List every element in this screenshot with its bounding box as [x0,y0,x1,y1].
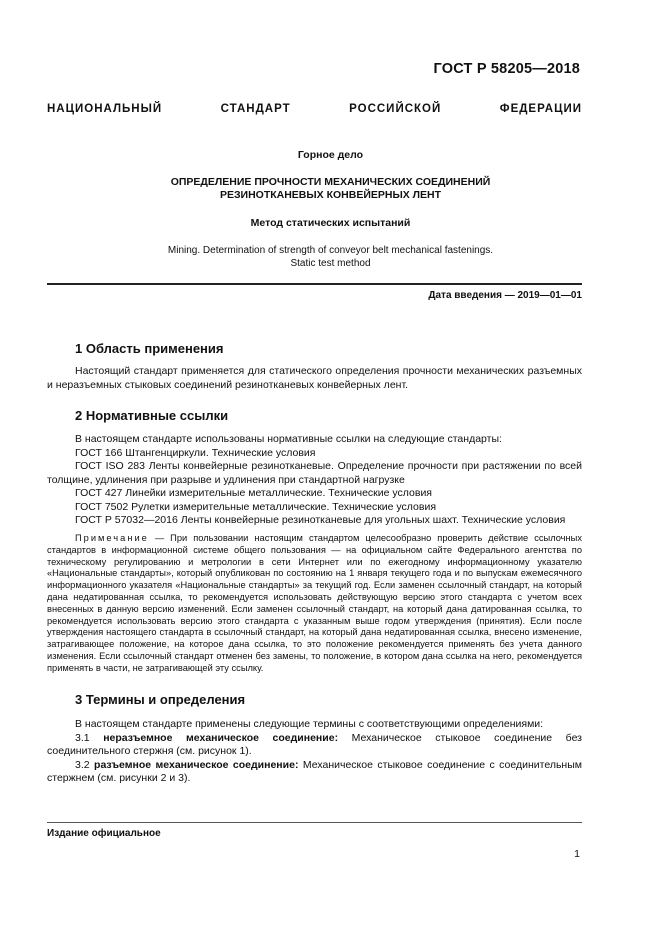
english-title-line2: Static test method [290,258,371,269]
scope-paragraph: Настоящий стандарт применяется для статического определения прочности механических разъемных и неразъемных стыковых соединений резинотканевых конвейерных лент. [47,365,582,391]
standard-subject: Горное дело [297,149,364,161]
page-number: 1 [574,848,580,860]
document-number: ГОСТ Р 58205—2018 [433,61,580,77]
term-number: 3.1 [75,731,104,744]
term-name: неразъемное механическое соединение: [103,731,339,744]
introduction-date: Дата введения — 2019—01—01 [428,290,582,301]
official-edition-label: Издание официальное [47,828,161,839]
footer-divider [47,822,582,823]
test-method-title: Метод статических испытаний [250,217,411,229]
english-title-line1: Mining. Determination of strength of conveyor belt mechanical fastenings. [167,245,494,256]
standard-title-line2: РЕЗИНОТКАНЕВЫХ КОНВЕЙЕРНЫХ ЛЕНТ [219,189,442,201]
term-definition-text: Механическое стыковое соединение с соединительным стержнем (см. рисунки 2 и 3). [47,758,582,784]
term-definition-text: Механическое стыковое соединение без соединительного стержня (см. рисунок 1). [47,731,582,757]
reference-item: ГОСТ ISO 283 Ленты конвейерные резинотканевые. Определение прочности при растяжении по всей толщине, удлинения при разрыве и удлинения при стандартной нагрузке [47,460,582,486]
section-3-body [47,718,582,786]
section-1-body [47,365,582,392]
title-divider [47,283,582,285]
section-3-heading: 3 Термины и определения [75,692,246,707]
national-standard-heading: НАЦИОНАЛЬНЫЙ СТАНДАРТ РОССИЙСКОЙ ФЕДЕРАЦИИ [47,103,582,115]
reference-item: ГОСТ 427 Линейки измерительные металлические. Технические условия [75,487,432,499]
reference-item: ГОСТ 166 Штангенциркули. Технические условия [75,446,316,459]
term-name: разъемное механическое соединение: [94,758,299,771]
reference-item: ГОСТ 7502 Рулетки измерительные металлические. Технические условия [75,500,437,513]
note-label: Примечание [75,533,149,543]
section-1-heading: 1 Область применения [75,341,224,356]
standard-title-line1: ОПРЕДЕЛЕНИЕ ПРОЧНОСТИ МЕХАНИЧЕСКИХ СОЕДИНЕНИЙ [170,176,491,188]
english-title [47,244,614,270]
term-number: 3.2 [75,758,95,771]
standard-title [47,176,614,202]
note-text: — При пользовании настоящим стандартом целесообразно проверить действие ссылочных стандартов в информационной системе общего пользования — на официальном сайте Федерального агентства по техническому регулированию и метрологии в сети Интернет или по ежегодному информационному указателю «Национальные стандарты», который опубликован по состоянию на 1 января текущего года и по выпускам ежемесячного информационного указателя «Национальные стандарты» за текущий год. Если заменен ссылочный стандарт, на который дана недатированная ссылка, то рекомендуется использовать действующую версию этого стандарта с учетом всех внесенных в данную версию изменений. Если заменен ссылочный стандарт, на который дана датированная ссылка, то рекомендуется использовать версию этого стандарта с указанным выше годом утверждения (принятия). Если после утверждения настоящего стандарта в ссылочный стандарт, на который дана недатированная ссылка, внесено изменение, затрагивающее положение, на которое дана ссылка, то это положение рекомендуется применять без учета данного изменения. Если ссылочный стандарт отменен без замены, то положение, в котором дана ссылка на него, рекомендуется применять в части, не затрагивающей эту ссылку. [47,533,582,673]
section-2-body [47,433,582,528]
terms-intro: В настоящем стандарте применены следующие термины с соответствующими определениями: [75,718,544,730]
reference-item: ГОСТ Р 57032—2016 Ленты конвейерные резинотканевые для угольных шахт. Технические условия [75,514,566,526]
term-definition-1 [47,732,582,759]
references-intro: В настоящем стандарте использованы нормативные ссылки на следующие стандарты: [75,433,502,445]
term-definition-2 [47,759,582,786]
references-note [47,533,582,675]
section-2-heading: 2 Нормативные ссылки [75,408,229,423]
